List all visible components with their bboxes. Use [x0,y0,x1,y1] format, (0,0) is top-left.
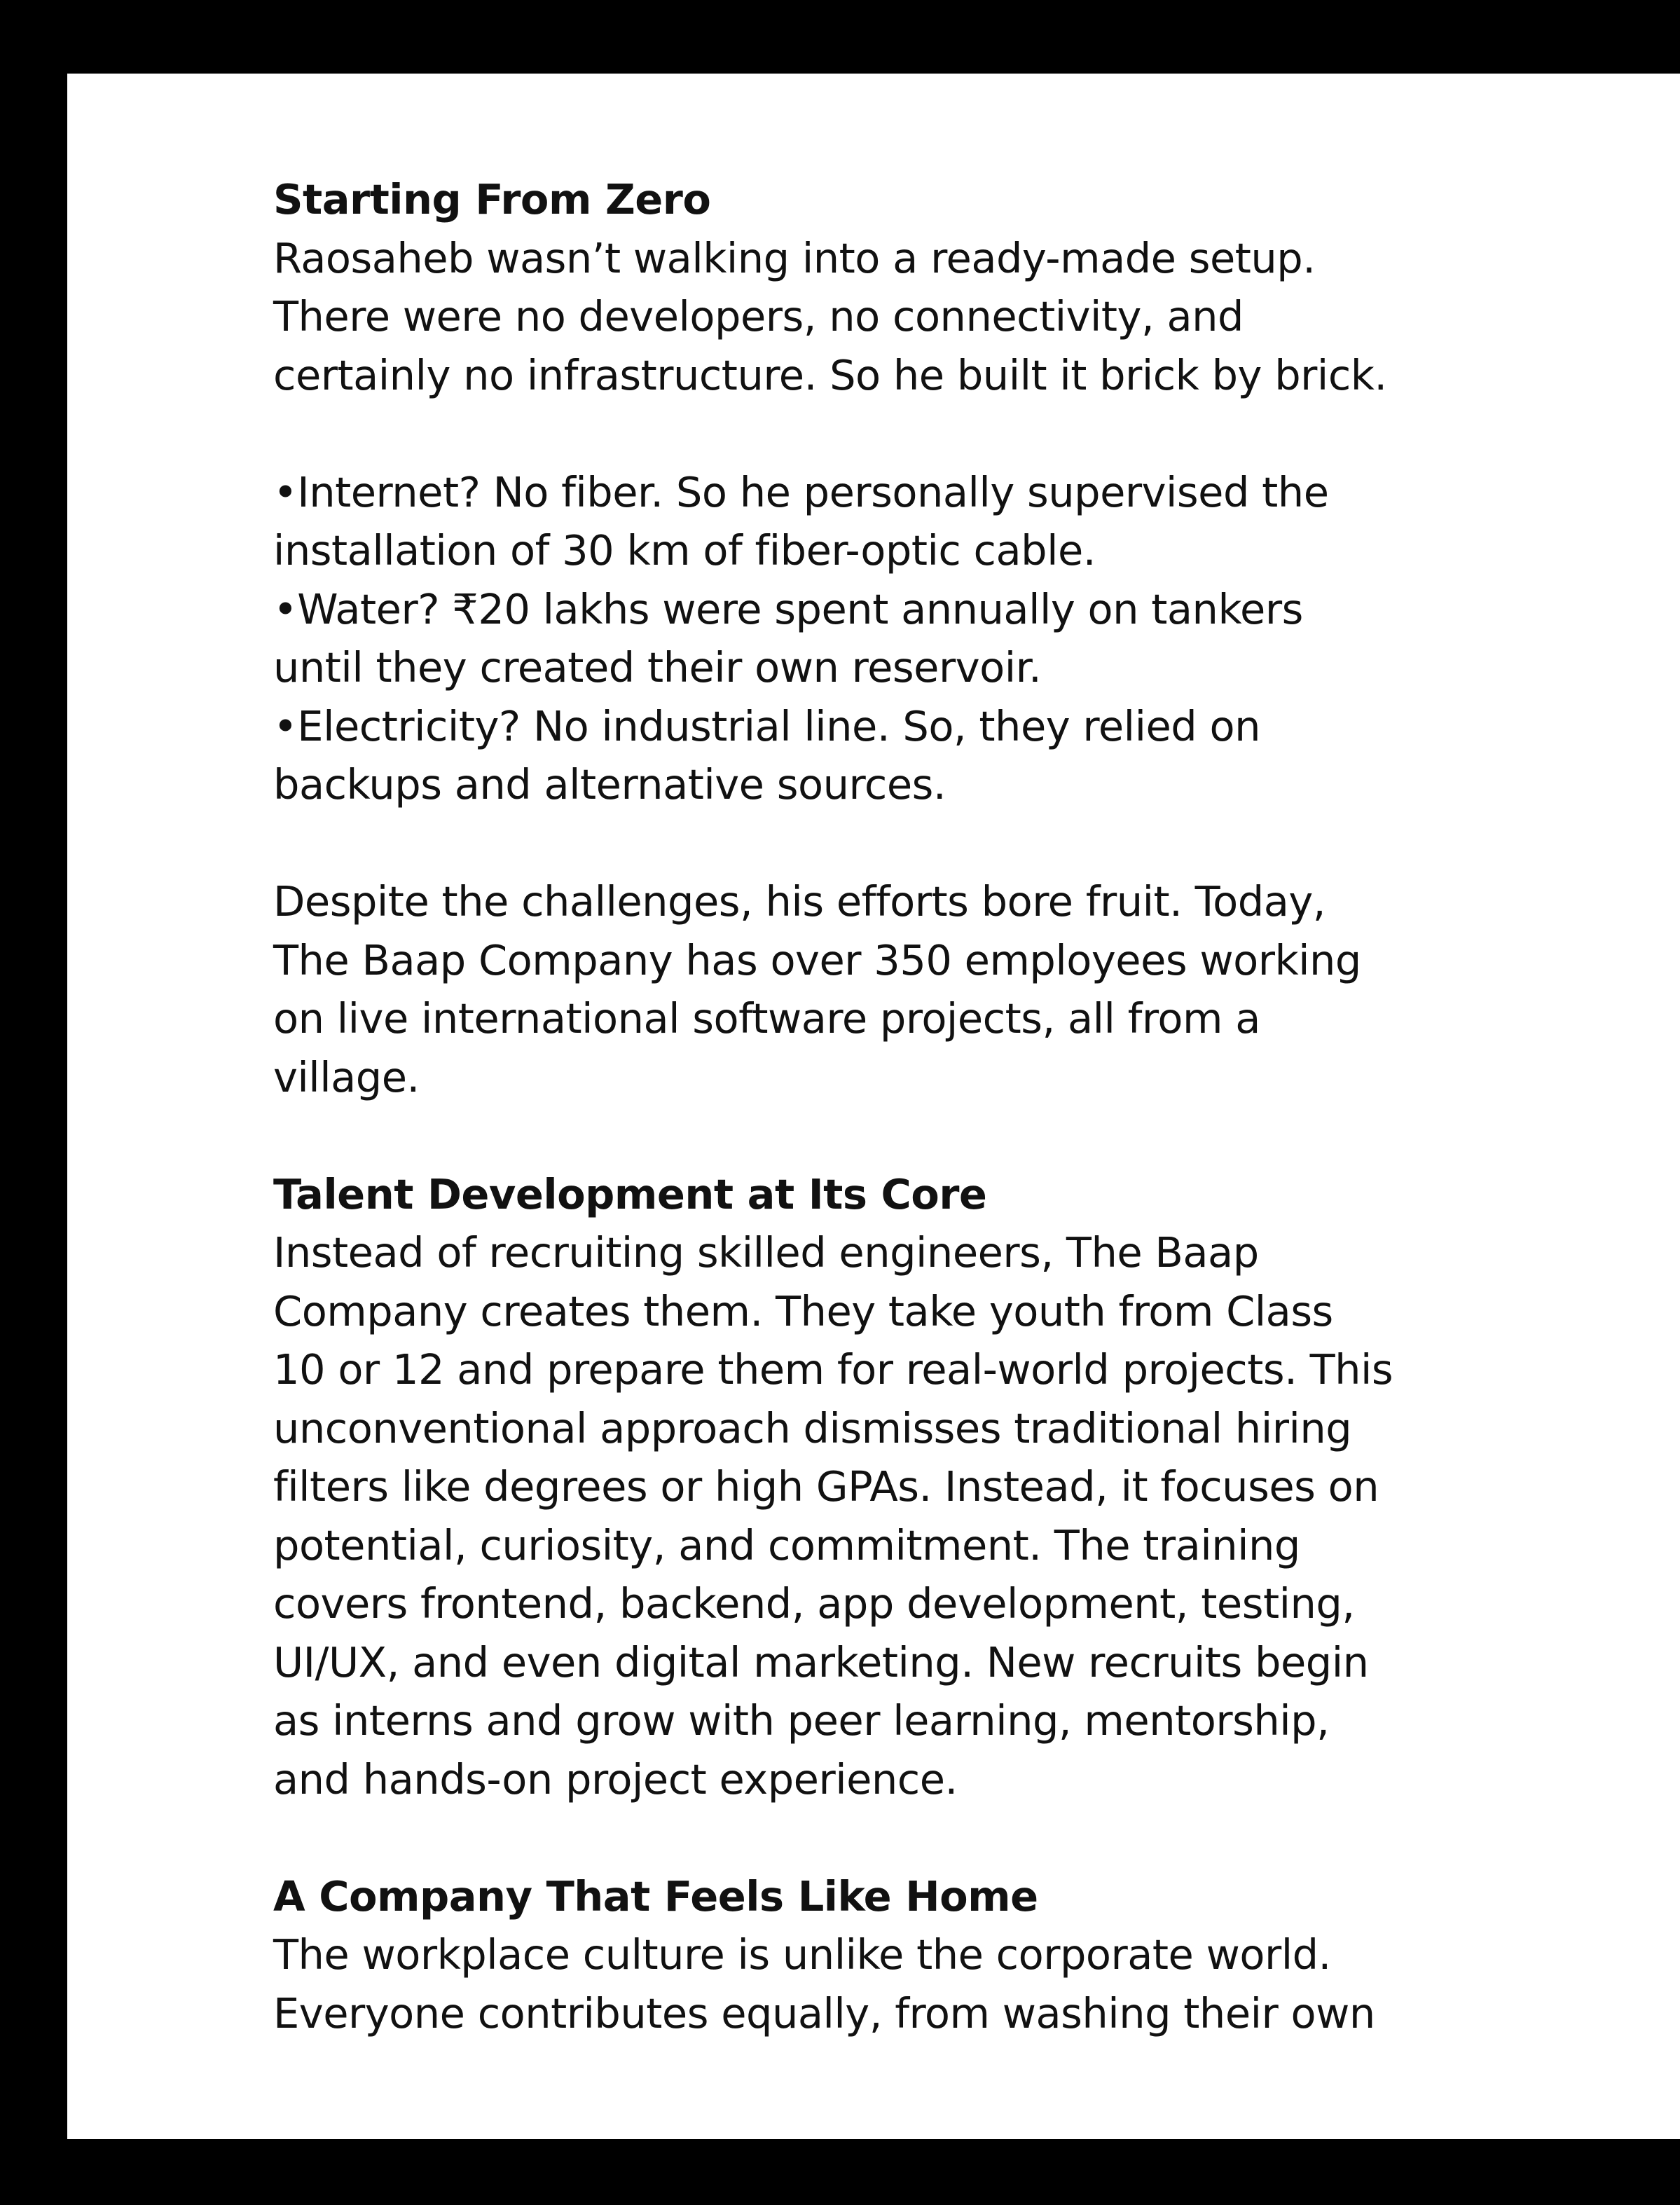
bullet-line: •Electricity? No industrial line. So, they relied on [273,701,1260,750]
paragraph-line: Everyone contributes equally, from washing their own [273,1988,1375,2038]
paragraph-line: certainly no infrastructure. So he built it brick by brick. [273,350,1387,399]
paragraph-line: and hands-on project experience. [273,1754,958,1804]
section-starting-from-zero [273,170,1604,404]
bullet-line: backups and alternative sources. [273,760,946,809]
paragraph-line: Instead of recruiting skilled engineers, The Baap [273,1228,1259,1277]
paragraph-line: The Baap Company has over 350 employees working [273,935,1361,984]
section-heading: A Company That Feels Like Home [273,1871,1038,1921]
paragraph-gap [273,1808,1604,1867]
paragraph-line: 10 or 12 and prepare them for real-world projects. This [273,1345,1393,1394]
section-bullet-list [273,463,1604,814]
section-talent-development [273,1165,1604,1809]
paragraph-line: There were no developers, no connectivity, and [273,292,1244,341]
paragraph-line: covers frontend, backend, app development, testing, [273,1579,1355,1628]
paragraph-line: as interns and grow with peer learning, mentorship, [273,1696,1330,1745]
bullet-line: •Internet? No fiber. So he personally supervised the [273,467,1329,516]
section-heading: Starting From Zero [273,175,711,224]
paragraph-line: UI/UX, and even digital marketing. New recruits begin [273,1637,1369,1687]
bullet-line: installation of 30 km of fiber-optic cable. [273,526,1096,575]
bullet-line: •Water? ₹20 lakhs were spent annually on tankers [273,584,1303,633]
paragraph-line: Raosaheb wasn’t walking into a ready-made setup. [273,233,1316,282]
paragraph-line: Company creates them. They take youth from Class [273,1286,1333,1335]
paragraph-line: village. [273,1052,420,1101]
paragraph-gap [273,404,1604,463]
article-body [273,170,1604,2042]
paragraph-line: filters like degrees or high GPAs. Instead, it focuses on [273,1462,1379,1511]
paragraph-line: unconventional approach dismisses traditional hiring [273,1403,1352,1452]
paragraph-line: Despite the challenges, his efforts bore fruit. Today, [273,877,1326,926]
section-heading: Talent Development at Its Core [273,1169,987,1218]
paragraph-gap [273,814,1604,873]
paragraph-gap [273,1106,1604,1165]
document-page [67,74,1680,2139]
section-despite-challenges [273,872,1604,1106]
paragraph-line: The workplace culture is unlike the corporate world. [273,1930,1331,1979]
section-company-feels-like-home [273,1867,1604,2043]
paragraph-line: potential, curiosity, and commitment. The training [273,1520,1300,1569]
bullet-line: until they created their own reservoir. [273,643,1042,692]
paragraph-line: on live international software projects, all from a [273,994,1260,1043]
